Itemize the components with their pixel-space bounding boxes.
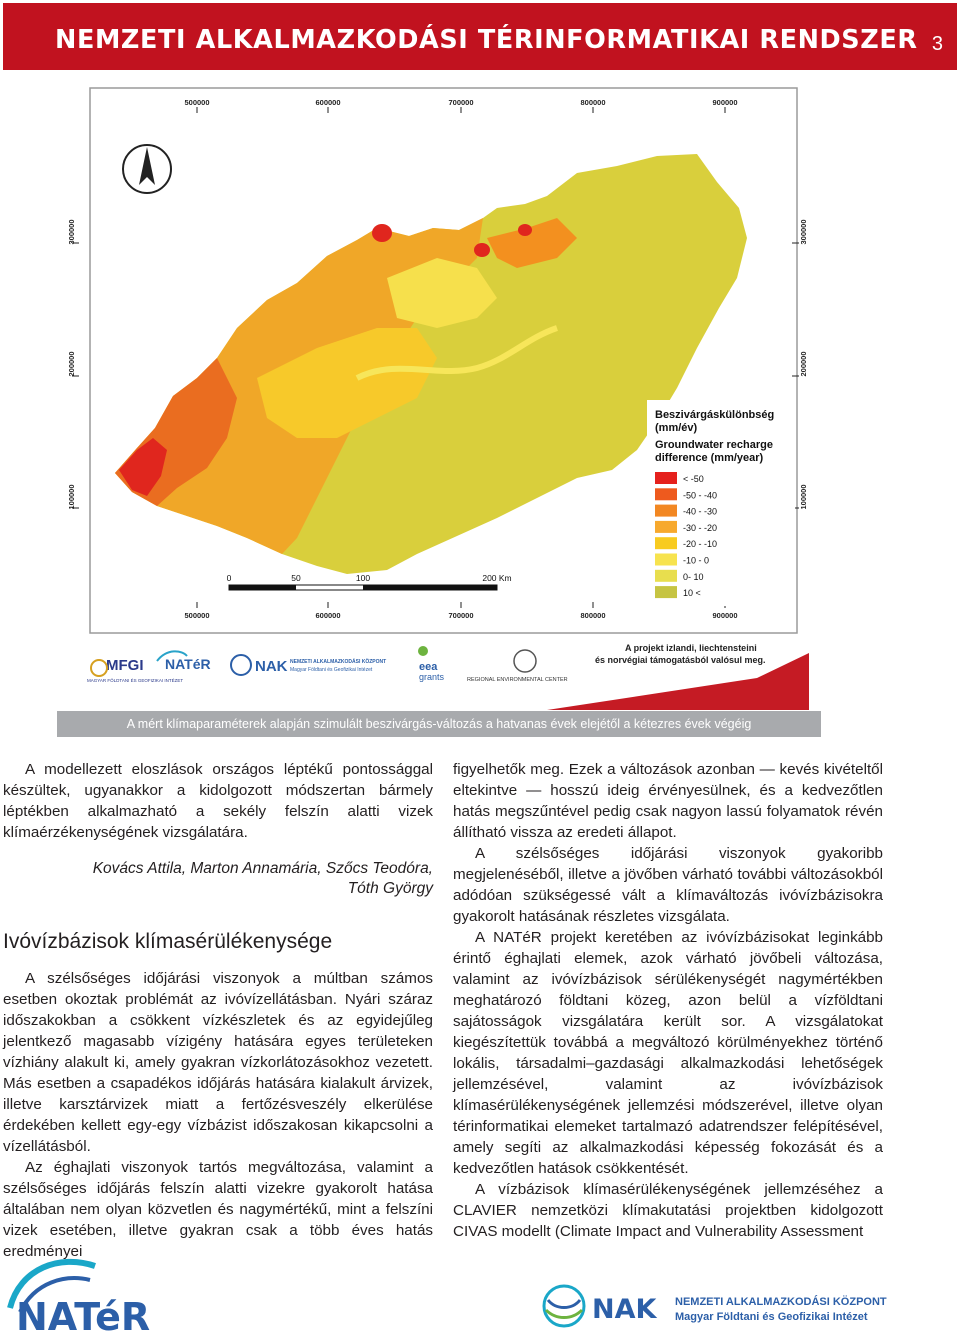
body-paragraph: figyelhetők meg. Ezek a változások azonban — kevés kivételtől eltekintve — hosszú ideig érvényesülnek, és a kedvezőtlen hatás megszűntével pedig csak nagyon lassú folyamatok révén állítható vissza az eredeti állapot. <box>453 761 883 841</box>
x-tick-bottom: 700000 <box>448 611 474 620</box>
body-paragraph: A szélsőséges időjárási viszonyok a múltban számos esetben okoztak problémát az ivóvízellátásban. Nyári száraz időszakokban a csökkent vízkészletek és az egyidejűleg jelentkező magasabb vízigény hatására egyes területeken vízhiány alakult ki, amely gyakran vízkorlátozásokhoz vezetett. Más esetben a csapadékos időjárás hatására kialakult árvizek, illetve karsztárvizek miatt a fertőzésveszély elkerülése érdekében kellett egy-egy vízbázist időszakosan kikapcsolni a vízellátásból. <box>3 970 433 1155</box>
x-tick-bottom: 500000 <box>184 611 210 620</box>
legend-title-en: Groundwater recharge difference (mm/year) <box>655 439 773 464</box>
nak-footer-text: NAK <box>592 1294 657 1325</box>
legend-swatch <box>655 537 677 549</box>
nater-footer-text: NATéR <box>16 1295 151 1334</box>
rec-logo: REGIONAL ENVIRONMENTAL CENTER <box>467 677 568 683</box>
recharge-map-figure <box>57 78 821 740</box>
y-tick-left: 300000 <box>67 219 76 245</box>
nak-footer-line1: NEMZETI ALKALMAZKODÁSI KÖZPONT <box>675 1296 887 1308</box>
y-tick-left: 100000 <box>67 484 76 510</box>
legend-swatch <box>655 472 677 484</box>
legend-label: -10 - 0 <box>683 555 710 566</box>
partner-logos <box>87 643 809 710</box>
authors-line: Kovács Attila, Marton Annamária, Szőcs Teodóra, <box>92 860 433 877</box>
map-legend <box>647 400 795 606</box>
legend-label: -20 - -10 <box>683 539 718 550</box>
legend-swatch <box>655 554 677 566</box>
body-paragraph: A szélsőséges időjárási viszonyok gyakoribb megjelenéséből, illetve a jövőben várható további változásokból adódóan szükségessé vált a klímaváltozás ivóvízbázisokra gyakorolt hatásának részletes vizsgálata. <box>453 845 883 925</box>
header-title: NEMZETI ALKALMAZKODÁSI TÉRINFORMATIKAI RENDSZER <box>55 25 918 55</box>
section-title: Ivóvízbázisok klímasérülékenysége <box>3 930 333 953</box>
nak-logo: NAK <box>255 658 288 675</box>
nak-logo-line1: NEMZETI ALKALMAZKODÁSI KÖZPONT <box>290 659 387 665</box>
legend-swatch <box>655 570 677 582</box>
legend-label: < -50 <box>683 474 704 484</box>
scale-tick: 100 <box>355 573 371 583</box>
left-column-body <box>3 968 433 1262</box>
body-paragraph: Az éghajlati viszonyok tartós megváltozása, valamint a szélsőséges időjárás felszín alatti vizekre gyakorolt hatása általában nem olyan közvetlen és nagymértékű, mint a felszíni vizek esetében, illetve gyakran csak a több éves hatás eredményei <box>3 1159 433 1260</box>
legend-swatch <box>655 505 677 517</box>
legend-swatch <box>655 586 677 598</box>
eea-grants-logo-sub: grants <box>419 672 445 682</box>
eea-grants-logo: eea <box>419 661 438 673</box>
legend-label: -30 - -20 <box>683 522 718 533</box>
nak-footer-logo <box>540 1280 940 1330</box>
mfgi-logo: MFGI <box>106 657 144 674</box>
figure-caption-bar <box>57 711 821 737</box>
article-authors <box>3 859 433 899</box>
mfgi-logo-sub: MAGYAR FÖLDTANI ÉS GEOFIZIKAI INTÉZET <box>87 678 184 683</box>
left-column-intro <box>3 759 433 843</box>
intro-paragraph: A modellezett eloszlások országos léptékű pontossággal készültek, ugyanakkor a kidolgozott módszertan bármely léptékben alkalmazható a sekély felszín alatti vizek klímaérzékenységének vizsgálatára. <box>3 761 433 841</box>
y-tick-right: 200000 <box>799 351 808 377</box>
x-tick-bottom: 800000 <box>580 611 606 620</box>
north-arrow-icon <box>123 145 171 193</box>
legend-label: -50 - -40 <box>683 490 718 501</box>
authors-line: Tóth György <box>347 880 433 897</box>
legend-label: 10 < <box>683 588 701 599</box>
x-tick-top: 800000 <box>580 98 606 107</box>
figure-caption: A mért klímaparaméterek alapján szimulált beszivárgás-változás a hatvanas évek elejétől a kétezres évek végéig <box>126 717 752 731</box>
funding-note-line2: és norvégiai támogatásból valósul meg. <box>595 655 766 665</box>
legend-swatch <box>655 521 677 533</box>
x-tick-top: 600000 <box>315 98 341 107</box>
body-paragraph: A vízbázisok klímasérülékenységének jellemzéséhez a CLAVIER nemzetközi klímakutatási projektben kidolgozott CIVAS modellt (Climate Impact and Vulnerability Assessment <box>453 1181 883 1240</box>
funding-note-line1: A projekt izlandi, liechtensteini <box>625 643 757 653</box>
body-paragraph: A NATéR projekt keretében az ivóvízbázisokat leginkább érintő éghajlati elemek, azok várható jövőbeli változása, valamint az ivóvízbázisok sérülékenységét nagymértékben meghatározó földtani közeg, azon belül a vízföldtani sajátosságok vizsgálatára került sor. A vizsgálatokat kiegészítettük továbbá a megváltozó körülményekhez történő lokális, társadalmi–gazdasági alkalmazkodási lehetőségek jellemzésével, valamint az ivóvízbázisok klímasérülékenységének jellemzési módszerével, illetve olyan térinformatikai elemeket tartalmazó adatrendszer felépítésével, amely segíti az alkalmazkodási képesség fokozását és a kedvezőtlen hatások csökkentését. <box>453 929 883 1177</box>
nater-footer-logo <box>0 1248 210 1334</box>
x-tick-bottom: 600000 <box>315 611 341 620</box>
scale-tick: 0 <box>226 573 232 583</box>
legend-label: -40 - -30 <box>683 506 718 517</box>
scale-tick: 200 Km <box>482 573 512 583</box>
right-column-body <box>453 759 883 1242</box>
x-tick-top: 700000 <box>448 98 474 107</box>
legend-swatch <box>655 488 677 500</box>
y-tick-left: 200000 <box>67 351 76 377</box>
legend-label: 0- 10 <box>683 571 704 582</box>
y-tick-right: 300000 <box>799 219 808 245</box>
page-number: 3 <box>931 33 943 55</box>
scale-tick: 50 <box>291 573 301 583</box>
x-tick-top: 500000 <box>184 98 210 107</box>
nater-logo: NATéR <box>165 656 211 672</box>
nak-footer-line2: Magyar Földtani és Geofizikai Intézet <box>675 1311 868 1323</box>
legend-title-hu: Beszivárgáskülönbség (mm/év) <box>655 409 775 434</box>
nak-logo-line2: Magyar Földtani és Geofizikai Intézet <box>290 667 373 673</box>
y-tick-right: 100000 <box>799 484 808 510</box>
x-tick-top: 900000 <box>712 98 738 107</box>
x-tick-bottom: 900000 <box>712 611 738 620</box>
page-header <box>3 3 957 70</box>
